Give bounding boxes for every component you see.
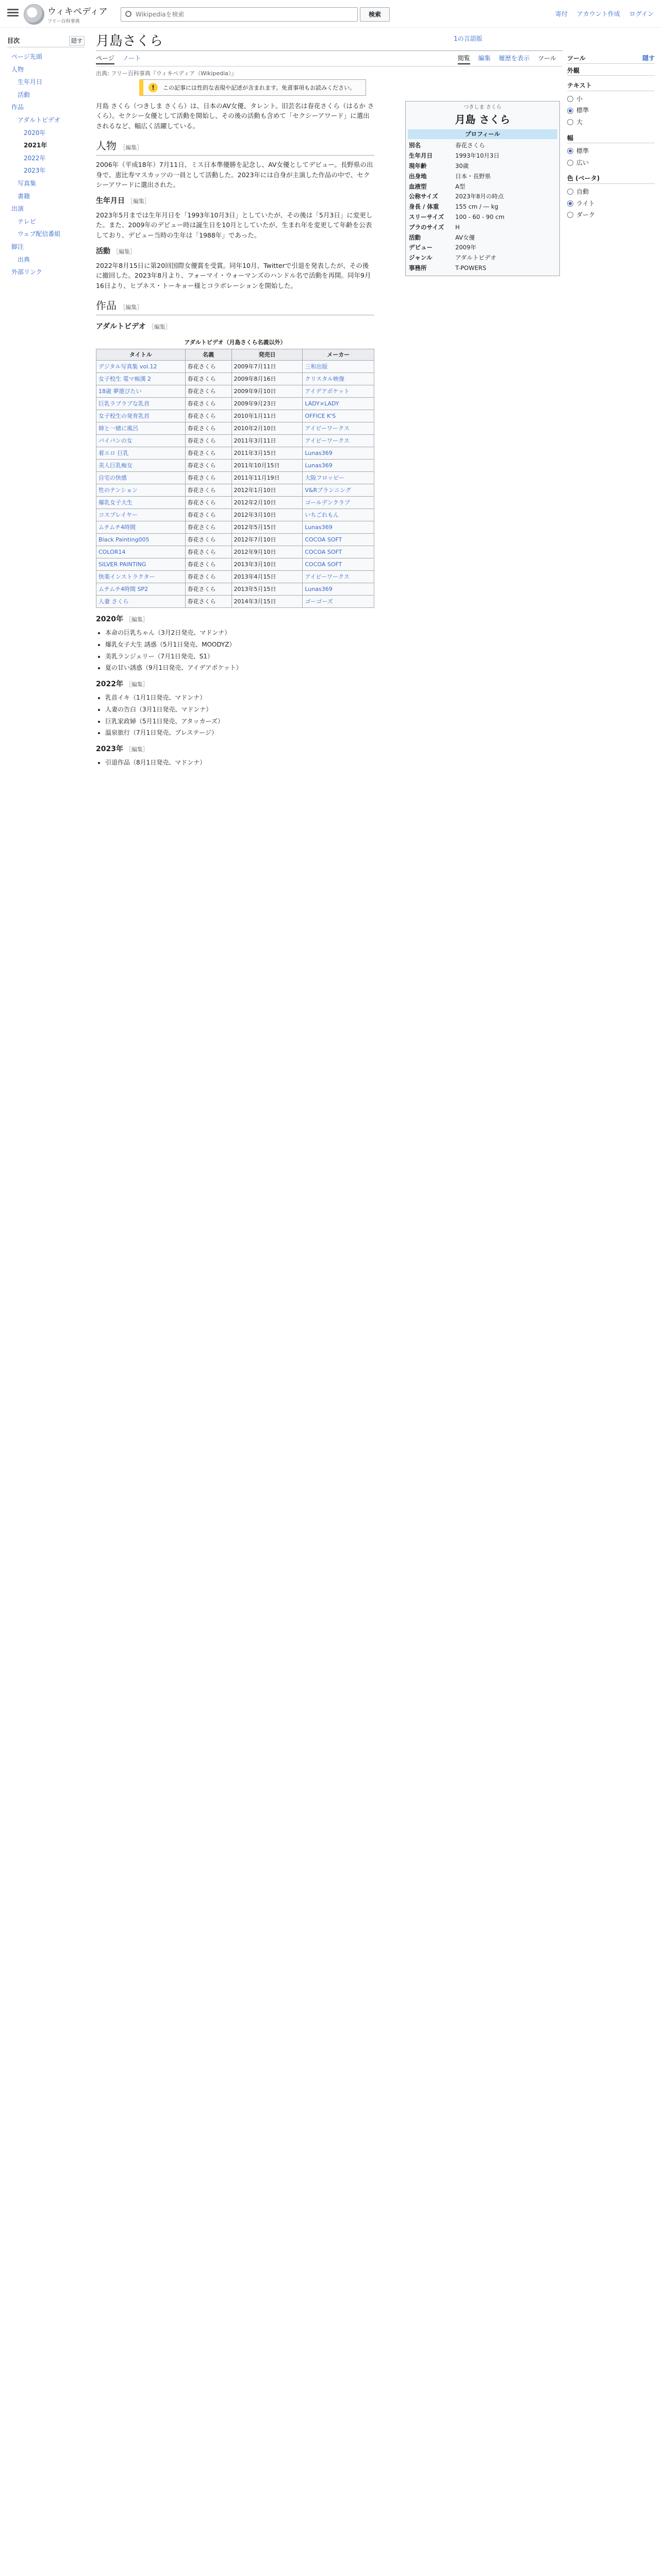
toc-item[interactable]: 脚注: [11, 243, 24, 250]
article-content: [96, 101, 374, 770]
infobox-value: 1993年10月3日: [455, 152, 500, 160]
table-row: [96, 422, 374, 434]
table-cell: 2011年3月11日: [231, 434, 303, 447]
table-cell: 2009年8月16日: [231, 372, 303, 385]
tools-option-label: ライト: [576, 199, 595, 207]
table-cell: 2012年3月10日: [231, 509, 303, 521]
toc-item[interactable]: ウェブ配信番組: [18, 230, 61, 238]
table-cell: 2012年2月10日: [231, 496, 303, 509]
table-row: [96, 360, 374, 372]
tools-option-label: 標準: [576, 147, 589, 155]
infobox-key: ブラのサイズ: [409, 223, 444, 231]
list-item: • 温泉旅行（7月1日発売、プレステージ）: [105, 728, 374, 738]
table-cell: 春花さくら: [185, 521, 231, 533]
table-cell[interactable]: アイビーワークス: [303, 570, 374, 583]
page-title: 月島さくら: [96, 33, 163, 49]
table-cell: 春花さくら: [185, 533, 231, 546]
search-button[interactable]: 検索: [360, 7, 390, 22]
toc-item[interactable]: 出典: [18, 256, 30, 263]
radio-icon[interactable]: [567, 108, 573, 114]
tools-option-label: 小: [576, 95, 583, 103]
tab-tools[interactable]: ツール: [538, 55, 556, 62]
section-birth-heading: [96, 196, 374, 207]
search-icon: [125, 11, 131, 17]
infobox-value: 2009年: [455, 244, 476, 251]
infobox-value: 日本・長野県: [455, 172, 491, 180]
table-cell: 2011年11月19日: [231, 471, 303, 484]
list-item: • 爆乳女子大生 誘惑（5月1日発売、MOODYZ）: [105, 640, 374, 650]
infobox-value: A型: [455, 182, 466, 190]
section-activity-text: 2022年8月15日に第20回国際女優賞を受賞。同年10月、Twitterで引退を発表したが、その後に撤回した。2023年8月より、フォーマイ・ウォーマンズのハンドル名で活動を再開。同年9月16日より、ヒプネス・トーキョー様とコラボレーションを開始した。: [96, 261, 371, 290]
section-birth-text: 2023年5月までは生年月日を「1993年10月3日」としていたが、その後は「5月3日」に変更した。また、2009年のデビュー時は誕生日を10月としていたが、生まれ年を変更して年齢を公表しており、デビュー当時の生年は「1988年」であった。: [96, 211, 373, 239]
table-row: [96, 496, 374, 509]
table-cell: 2011年3月15日: [231, 447, 303, 459]
table-cell: 春花さくら: [185, 558, 231, 570]
table-cell: 2013年4月15日: [231, 570, 303, 583]
table-cell: 2012年9月10日: [231, 546, 303, 558]
works-table-body: [96, 360, 374, 607]
table-cell[interactable]: いちごれもん: [303, 509, 374, 521]
donate-link[interactable]: 寄付: [555, 10, 568, 18]
toc-item[interactable]: 2021年: [24, 142, 47, 149]
tab-talk[interactable]: ノート: [122, 55, 141, 62]
works-table-caption: アダルトビデオ（月島さくら名義以外）: [184, 338, 286, 346]
table-cell[interactable]: ゴーゴーズ: [303, 595, 374, 607]
tools-group-title: 外観: [567, 66, 655, 76]
toc-item[interactable]: 生年月日: [18, 78, 43, 86]
infobox-value: 155 cm / ― kg: [455, 203, 499, 211]
infobox-key: 別名: [409, 142, 421, 149]
table-cell: 2013年3月10日: [231, 558, 303, 570]
tools-panel: [567, 54, 655, 226]
table-cell[interactable]: Lunas369: [303, 459, 374, 471]
toc-title: 目次: [7, 37, 20, 44]
toc-hide-button[interactable]: 隠す: [69, 36, 85, 46]
works-list-2023: [96, 758, 374, 768]
table-row: [96, 410, 374, 422]
table-cell: 春花さくら: [185, 459, 231, 471]
toc-header: [7, 36, 85, 47]
table-cell: 2009年9月10日: [231, 385, 303, 397]
infobox-row: [408, 243, 557, 253]
table-cell[interactable]: 自宅の快感: [96, 471, 186, 484]
tab-history[interactable]: 履歴を表示: [499, 55, 530, 62]
tools-option[interactable]: [567, 198, 655, 210]
table-cell: 春花さくら: [185, 570, 231, 583]
login-link[interactable]: ログイン: [629, 10, 654, 18]
table-cell[interactable]: 快楽インストラクター: [96, 570, 186, 583]
infobox-rows: [408, 141, 557, 274]
section-2020-heading: [96, 614, 374, 625]
infobox-row: [408, 192, 557, 202]
section-2020-title: 2020年: [96, 615, 123, 623]
table-row: [96, 434, 374, 447]
infobox-key: 事務所: [409, 264, 427, 272]
table-cell: 春花さくら: [185, 471, 231, 484]
table-row: [96, 570, 374, 583]
table-cell[interactable]: 人妻 さくら: [96, 595, 186, 607]
section-works-title: 作品: [96, 299, 117, 312]
infobox-key: スリーサイズ: [409, 213, 444, 221]
table-cell: 春花さくら: [185, 583, 231, 595]
infobox-row: [408, 161, 557, 172]
menu-icon[interactable]: [7, 7, 19, 19]
tools-option[interactable]: [567, 186, 655, 198]
tools-header: [567, 54, 655, 64]
table-cell[interactable]: COCOA SOFT: [303, 546, 374, 558]
table-cell[interactable]: 三和出版: [303, 360, 374, 372]
tools-group: [567, 81, 655, 128]
table-cell: 春花さくら: [185, 509, 231, 521]
table-cell: 2012年1月10日: [231, 484, 303, 496]
tools-option[interactable]: [567, 105, 655, 116]
infobox-value: 30歳: [455, 162, 469, 170]
list-item: • 人妻の告白（3月1日発売、マドンナ）: [105, 705, 374, 715]
edit-section-link[interactable]: ［編集］: [125, 745, 148, 753]
tools-group-title: 幅: [567, 133, 655, 144]
infobox-key: 生年月日: [409, 152, 433, 160]
infobox-value: 100 - 60 - 90 cm: [455, 213, 505, 221]
table-cell: 春花さくら: [185, 422, 231, 434]
infobox-row: [408, 182, 557, 192]
section-av-title: アダルトビデオ: [96, 322, 146, 331]
section-2022-title: 2022年: [96, 680, 123, 688]
intro-paragraph: 月島 さくら（つきしま さくら）は、日本のAV女優、タレント。旧芸名は春花さくら（はるか さくら）。セクシー女優として活動を開始し、その後の活動も含めて「セクシーアワード」に選出されるなど、幅広く活躍している。: [96, 102, 374, 130]
toc-item[interactable]: アダルトビデオ: [18, 116, 60, 124]
table-row: [96, 509, 374, 521]
table-cell[interactable]: アイデアポケット: [303, 385, 374, 397]
infobox-row: [408, 172, 557, 182]
table-row: [96, 533, 374, 546]
table-row: [96, 521, 374, 533]
infobox-key: 出身地: [409, 172, 427, 180]
radio-icon[interactable]: [567, 200, 573, 207]
table-cell[interactable]: ムチムチ4時間 SP2: [96, 583, 186, 595]
list-item: • 美乳ランジェリー（7月1日発売、S1）: [105, 652, 374, 662]
table-cell: 春花さくら: [185, 546, 231, 558]
table-cell[interactable]: Black Painting005: [96, 533, 186, 546]
radio-icon[interactable]: [567, 160, 573, 166]
content-notice: [139, 79, 366, 96]
toc-item[interactable]: テレビ: [18, 217, 36, 225]
table-cell: 2014年3月15日: [231, 595, 303, 607]
tab-edit[interactable]: 編集: [478, 55, 491, 62]
infobox-row: [408, 141, 557, 151]
toc-item[interactable]: 2022年: [24, 154, 46, 162]
edit-section-link[interactable]: ［編集］: [125, 616, 148, 623]
tools-group-title: 色 (ベータ): [567, 174, 655, 184]
radio-icon[interactable]: [567, 148, 573, 154]
header: [0, 0, 662, 28]
table-cell: 春花さくら: [185, 447, 231, 459]
tools-option-label: 広い: [576, 159, 589, 166]
table-row: [96, 558, 374, 570]
table-header-cell[interactable]: タイトル: [96, 349, 186, 360]
works-table-header: [96, 349, 374, 360]
section-person-heading: [96, 138, 374, 156]
search-box: [121, 7, 358, 22]
table-cell[interactable]: LADY×LADY: [303, 397, 374, 410]
infobox-key: 現年齢: [409, 162, 427, 170]
table-cell[interactable]: クリスタル映像: [303, 372, 374, 385]
search-input[interactable]: [136, 10, 332, 19]
radio-icon[interactable]: [567, 119, 573, 125]
radio-icon[interactable]: [567, 96, 573, 102]
toc-list: [7, 50, 85, 279]
works-table: [96, 336, 374, 608]
table-cell: 2012年5月15日: [231, 521, 303, 533]
tools-option-label: 標準: [576, 107, 589, 114]
table-cell[interactable]: 爆乳女子大生: [96, 496, 186, 509]
works-list-2020: [96, 628, 374, 672]
toc-item[interactable]: 作品: [11, 104, 24, 111]
toc-item[interactable]: 書籍: [18, 192, 30, 200]
toc-item[interactable]: 2023年: [24, 167, 46, 175]
tools-option[interactable]: [567, 209, 655, 221]
toc-item[interactable]: ページ先頭: [11, 53, 42, 61]
infobox-key: 活動: [409, 233, 421, 241]
toc-item[interactable]: 写真集: [18, 179, 37, 187]
edit-section-link[interactable]: ［編集］: [120, 303, 143, 311]
table-cell[interactable]: ムチムチ4時間: [96, 521, 186, 533]
table-cell[interactable]: 姉と一緒に風呂: [96, 422, 186, 434]
table-cell: 2010年1月11日: [231, 410, 303, 422]
table-cell: 春花さくら: [185, 360, 231, 372]
table-cell: 2010年2月10日: [231, 422, 303, 434]
table-row: [96, 546, 374, 558]
table-cell[interactable]: 美人巨乳痴女: [96, 459, 186, 471]
infobox-value: アダルトビデオ: [455, 254, 496, 262]
tools-title: ツール: [567, 55, 586, 62]
works-list-2022: [96, 693, 374, 737]
tools-option[interactable]: [567, 145, 655, 157]
list-item: • 本命の巨乳ちゃん（3月2日発売、マドンナ）: [105, 628, 374, 638]
site-wordmark[interactable]: [47, 5, 108, 26]
table-cell: 春花さくら: [185, 410, 231, 422]
table-cell: 2013年5月15日: [231, 583, 303, 595]
section-av-heading: [96, 321, 374, 333]
table-row: [96, 484, 374, 496]
infobox-key: ジャンル: [409, 254, 433, 262]
table-cell: 2011年10月15日: [231, 459, 303, 471]
table-cell[interactable]: COCOA SOFT: [303, 533, 374, 546]
infobox-row: [408, 233, 557, 243]
section-person-text: 2006年（平成18年）7月11日、ミス日本準優勝を記念し、AV女優としてデビュー。長野県の出身で、恵比寿マスカッツの一員として活動した。2023年には自身が主演した作品の中で、セクシーアワードに選出された。: [96, 161, 373, 189]
section-activity-heading: [96, 246, 374, 258]
table-cell[interactable]: バイパンの女: [96, 434, 186, 447]
infobox-row: [408, 253, 557, 263]
section-2022-heading: [96, 679, 374, 690]
toc-item[interactable]: 外部リンク: [11, 268, 42, 276]
table-cell[interactable]: コスプレイヤー: [96, 509, 186, 521]
page-tabs: [96, 54, 562, 65]
table-header-cell[interactable]: メーカー: [303, 349, 374, 360]
edit-section-link[interactable]: ［編集］: [127, 198, 150, 205]
table-cell[interactable]: SILVER PAINTING: [96, 558, 186, 570]
infobox-value: T-POWERS: [455, 264, 487, 272]
infobox-value: 2023年8月の時点: [455, 193, 504, 200]
wikipedia-logo-icon[interactable]: [24, 4, 44, 25]
table-cell: 2012年7月10日: [231, 533, 303, 546]
infobox-value: H: [455, 223, 460, 231]
table-cell[interactable]: 大阪フロッピー: [303, 471, 374, 484]
table-row: [96, 385, 374, 397]
tools-groups: [567, 66, 655, 221]
infobox-reading: つきしま さくら: [464, 105, 502, 110]
tools-group-title: テキスト: [567, 81, 655, 91]
table-cell[interactable]: ゴールデンクラブ: [303, 496, 374, 509]
table-cell: 春花さくら: [185, 434, 231, 447]
table-cell[interactable]: OFFICE K'S: [303, 410, 374, 422]
section-2023-title: 2023年: [96, 744, 123, 753]
infobox-key: 公称サイズ: [409, 193, 438, 200]
table-cell: 2009年7月11日: [231, 360, 303, 372]
section-2023-heading: [96, 744, 374, 755]
table-row: [96, 447, 374, 459]
table-row: [96, 372, 374, 385]
table-row: [96, 471, 374, 484]
table-cell[interactable]: Lunas369: [303, 583, 374, 595]
table-cell[interactable]: デジタル写真集 vol.12: [96, 360, 186, 372]
toc-item[interactable]: 2020年: [24, 129, 46, 137]
table-cell[interactable]: 女子校生の発育乳首: [96, 410, 186, 422]
notice-text: この記事には性的な表現や記述が含まれます。免責事項もお読みください。: [163, 84, 356, 91]
infobox-profile-header: プロフィール: [408, 129, 557, 140]
table-cell: 春花さくら: [185, 484, 231, 496]
table-row: [96, 397, 374, 410]
warning-icon: !: [148, 83, 158, 92]
table-cell: 春花さくら: [185, 385, 231, 397]
table-header-cell[interactable]: 発売日: [231, 349, 303, 360]
table-cell[interactable]: アイビーワークス: [303, 434, 374, 447]
create-account-link[interactable]: アカウント作成: [576, 10, 620, 18]
table-cell[interactable]: V&Rプランニング: [303, 484, 374, 496]
radio-icon[interactable]: [567, 189, 573, 195]
list-item: • 巨乳家政婦（5月1日発売、アタッカーズ）: [105, 717, 374, 726]
section-person-title: 人物: [96, 140, 117, 152]
tools-group: [567, 174, 655, 221]
table-cell[interactable]: 性のテンション: [96, 484, 186, 496]
edit-section-link[interactable]: ［編集］: [125, 681, 148, 688]
table-cell[interactable]: 巨乳ラブラブな乳首: [96, 397, 186, 410]
tools-option[interactable]: [567, 93, 655, 105]
toc-item[interactable]: 出演: [11, 205, 24, 213]
tools-option[interactable]: [567, 157, 655, 169]
radio-icon[interactable]: [567, 212, 573, 218]
language-button[interactable]: 1の言語版: [454, 35, 483, 42]
infobox-key: 身長 / 体重: [409, 203, 439, 211]
tools-option[interactable]: [567, 116, 655, 128]
toc-item[interactable]: 人物: [11, 65, 24, 73]
tools-option-label: 大: [576, 118, 583, 126]
infobox: [405, 101, 560, 276]
toc-item[interactable]: 活動: [18, 91, 30, 98]
edit-section-link[interactable]: ［編集］: [120, 144, 143, 151]
infobox-row: [408, 202, 557, 212]
infobox-row: [408, 263, 557, 274]
table-cell[interactable]: 着エロ 巨乳: [96, 447, 186, 459]
table-of-contents: [7, 36, 85, 279]
table-cell[interactable]: 18歳 夢遊びたい: [96, 385, 186, 397]
section-birth-title: 生年月日: [96, 197, 125, 206]
table-cell[interactable]: Lunas369: [303, 447, 374, 459]
from-wikipedia: 出典: フリー百科事典『ウィキペディア（Wikipedia）』: [96, 70, 237, 77]
table-header-cell[interactable]: 名義: [185, 349, 231, 360]
edit-section-link[interactable]: ［編集］: [112, 248, 136, 256]
title-divider: [96, 50, 562, 51]
table-cell: 2009年9月23日: [231, 397, 303, 410]
table-cell[interactable]: アイビーワークス: [303, 422, 374, 434]
edit-section-link[interactable]: ［編集］: [148, 323, 171, 330]
table-row: [96, 595, 374, 607]
tools-group: [567, 133, 655, 169]
infobox-name: 月島 さくら: [455, 113, 510, 126]
section-works-heading: [96, 298, 374, 315]
tools-hide-button[interactable]: 隠す: [642, 55, 655, 62]
table-cell[interactable]: Lunas369: [303, 521, 374, 533]
table-row: [96, 459, 374, 471]
table-cell: 春花さくら: [185, 372, 231, 385]
table-row: [96, 583, 374, 595]
table-cell[interactable]: COCOA SOFT: [303, 558, 374, 570]
site-tagline: フリー百科事典: [47, 19, 80, 25]
tab-page[interactable]: ページ: [96, 55, 114, 64]
infobox-row: [408, 151, 557, 161]
infobox-key: デビュー: [409, 244, 433, 251]
infobox-value: 春花さくら: [455, 142, 485, 149]
user-nav: [548, 9, 654, 19]
list-item: • 夏の甘い誘惑（9月1日発売、アイデアポケット）: [105, 663, 374, 673]
tools-option-label: ダーク: [576, 211, 595, 219]
tab-read[interactable]: 閲覧: [458, 55, 470, 64]
list-item: • 乳首イキ（1月1日発売、マドンナ）: [105, 693, 374, 703]
infobox-row: [408, 223, 557, 233]
table-cell: 春花さくら: [185, 496, 231, 509]
table-cell: 春花さくら: [185, 595, 231, 607]
infobox-row: [408, 212, 557, 223]
table-cell[interactable]: 女子校生 電マ痴漢 2: [96, 372, 186, 385]
list-item: • 引退作品（8月1日発売、マドンナ）: [105, 758, 374, 768]
infobox-value: AV女優: [455, 233, 475, 241]
infobox-key: 血液型: [409, 182, 427, 190]
tools-option-label: 自動: [576, 188, 589, 195]
table-cell: 春花さくら: [185, 397, 231, 410]
site-name: ウィキペディア: [47, 7, 108, 17]
tools-group: [567, 66, 655, 76]
section-activity-title: 活動: [96, 247, 110, 256]
table-cell[interactable]: COLOR14: [96, 546, 186, 558]
